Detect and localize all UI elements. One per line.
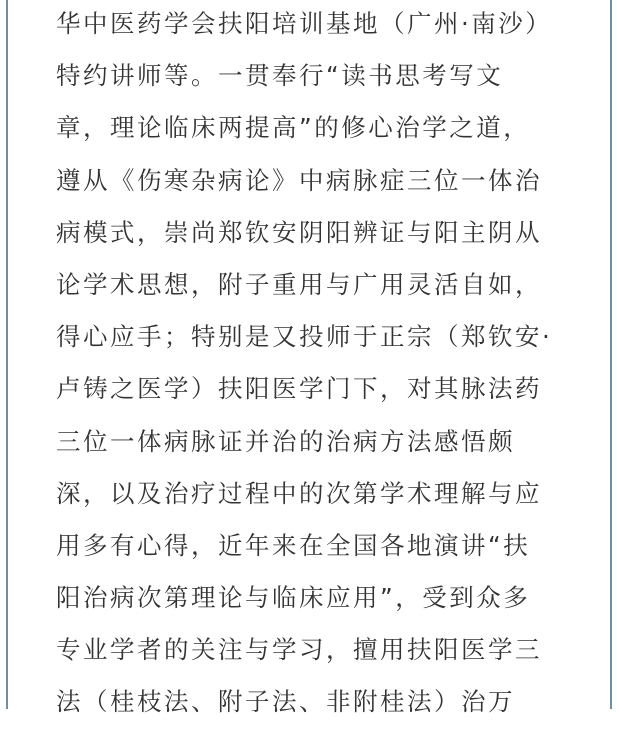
- text-line: 章，理论临床两提高”的修心治学之道，: [56, 113, 531, 143]
- article-body: [56, 0, 596, 729]
- text-line: 阳治病次第理论与临床应用”，受到众多: [56, 583, 531, 613]
- article-frame: [6, 0, 612, 717]
- text-line: 法（桂枝法、附子法、非附桂法）治万: [56, 687, 515, 717]
- text-line: 专业学者的关注与学习，擅用扶阳医学三: [56, 635, 542, 665]
- text-line: 论学术思想，附子重用与广用灵活自如，: [56, 269, 542, 299]
- text-line: 病模式，崇尚郑钦安阴阳辨证与阳主阴从: [56, 217, 542, 247]
- text-line: 用多有心得，近年来在全国各地演讲“扶: [56, 530, 531, 560]
- text-line: 华中医药学会扶阳培训基地（广州·南沙）: [56, 9, 553, 38]
- text-line: 卢铸之医学）扶阳医学门下，对其脉法药: [56, 374, 542, 404]
- text-line: 深，以及治疗过程中的次第学术理解与应: [56, 478, 542, 508]
- text-line: 特约讲师等。一贯奉行“读书思考写文: [56, 61, 504, 91]
- text-line: 遵从《伤寒杂病论》中病脉症三位一体治: [56, 165, 542, 195]
- text-line: 三位一体病脉证并治的治病方法感悟颇: [56, 426, 515, 456]
- text-line: 得心应手；特别是又投师于正宗（郑钦安·: [56, 322, 553, 352]
